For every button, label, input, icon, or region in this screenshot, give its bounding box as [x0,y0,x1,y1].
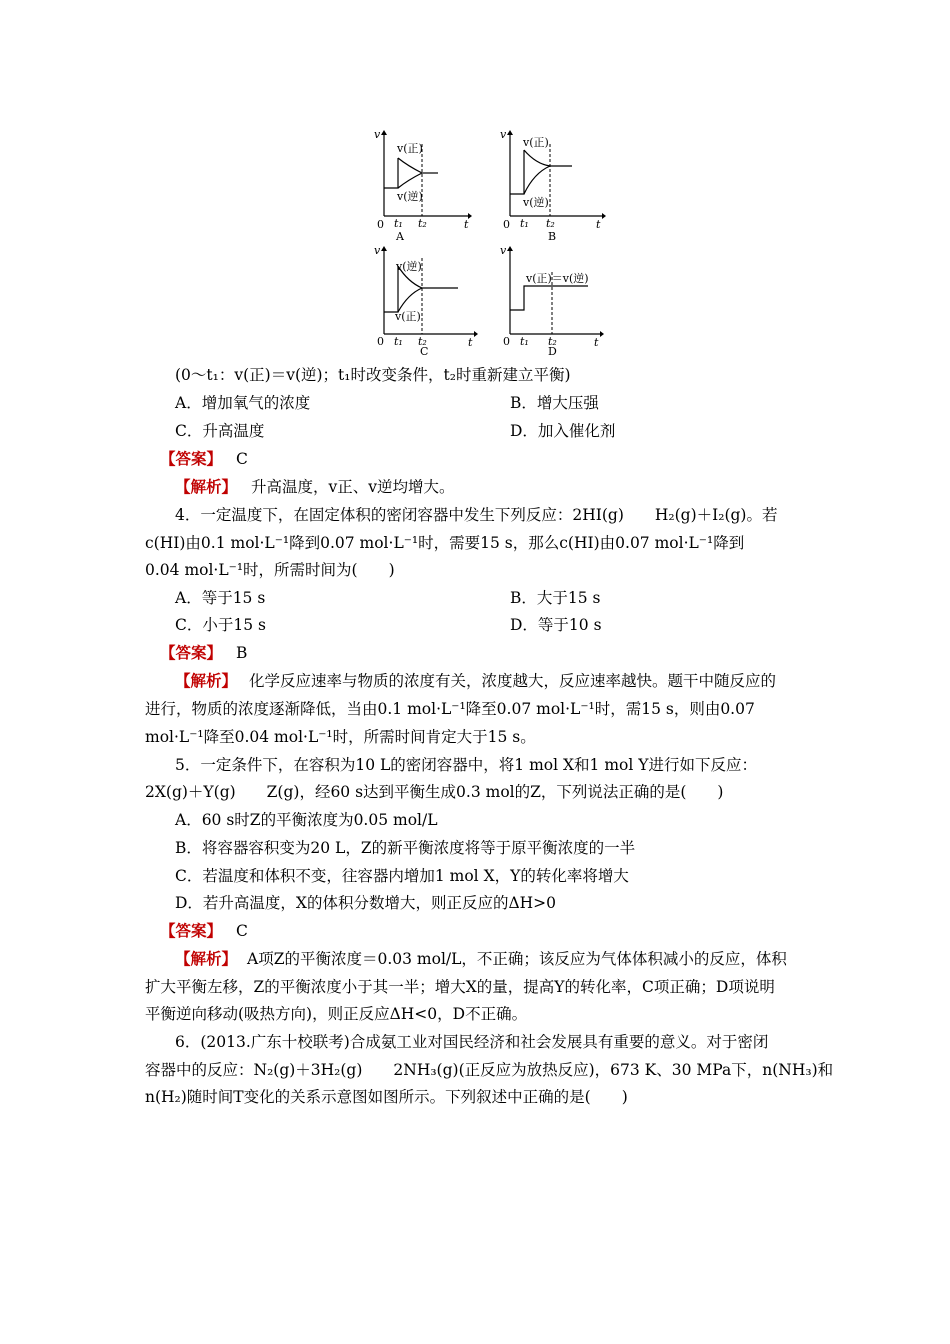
q6-stem-line1: 6．(2013.广东十校联考)合成氨工业对国民经济和社会发展具有重要的意义。对于密闭 [175,1033,769,1051]
q3-analysis [175,476,455,498]
q4-analysis-line1 [175,670,776,692]
q5-option-a: A．60 s时Z的平衡浓度为0.05 mol/L [175,811,438,829]
graph-origin: 0 [503,335,510,348]
q3-answer [160,448,248,470]
answer-value: C [236,922,248,940]
graph-d [498,244,608,359]
graph-t1: t₁ [394,335,403,348]
q5-option-d: D．若升高温度，X的体积分数增大，则正反应的ΔH>0 [175,894,557,912]
graph-v-axis: v [374,128,381,141]
graph-bottom-label: v(逆) [523,196,549,209]
q3-option-c: C．升高温度 [175,422,265,440]
analysis-text: 升高温度，v正、v逆均增大。 [251,478,455,496]
analysis-tag: 【解析】 [175,950,238,968]
q5-analysis-line2: 扩大平衡左移，Z的平衡浓度小于其一半；增大X的量，提高Y的转化率，C项正确；D项说明 [145,978,775,996]
graph-t2: t₂ [546,217,555,230]
answer-tag: 【答案】 [160,922,223,940]
graph-top-label: v(正) [397,142,423,155]
graph-t2: t₂ [418,335,427,348]
q4-stem-line2: c(HI)由0.1 mol·L⁻¹降到0.07 mol·L⁻¹时，需要15 s，那么c(HI)由0.07 mol·L⁻¹降到 [145,534,745,552]
graph-t-axis: t [596,218,601,231]
graph-top-label: v(正)＝v(逆) [526,272,589,285]
graph-v-axis: v [500,128,507,141]
graph-t-axis: t [464,218,469,231]
q4-option-a: A．等于15 s [175,589,266,607]
graph-t-axis: t [594,336,599,349]
q5-answer [160,920,248,942]
graph-t-axis: t [468,336,473,349]
graph-letter: D [548,345,557,358]
analysis-tag: 【解析】 [175,478,238,496]
graph-t1: t₁ [520,335,529,348]
q5-option-c: C．若温度和体积不变，往容器内增加1 mol X，Y的转化率将增大 [175,867,629,885]
graph-c [372,244,482,359]
answer-tag: 【答案】 [160,450,223,468]
graph-bottom-label: v(正) [395,310,421,323]
q6-stem-line3: n(H₂)随时间T变化的关系示意图如图所示。下列叙述中正确的是( ) [145,1088,628,1106]
q3-option-b: B．增大压强 [510,394,599,412]
graph-v-axis: v [374,244,381,257]
analysis-tag: 【解析】 [175,672,238,690]
graph-t2: t₂ [548,335,557,348]
graph-b [498,128,608,243]
q6-stem-line2: 容器中的反应：N₂(g)＋3H₂(g) 2NH₃(g)(正反应为放热反应)，673 K、30 MPa下，n(NH₃)和 [145,1061,834,1079]
q5-analysis-line1 [175,948,787,970]
answer-tag: 【答案】 [160,644,223,662]
q5-stem-line1: 5．一定条件下，在容积为10 L的密闭容器中，将1 mol X和1 mol Y进行如下反应： [175,756,757,774]
q5-analysis-line3: 平衡逆向移动(吸热方向)，则正反应ΔH<0，D不正确。 [145,1005,528,1023]
q4-answer [160,642,247,664]
q4-option-b: B．大于15 s [510,589,601,607]
q5-option-b: B．将容器容积变为20 L，Z的新平衡浓度将等于原平衡浓度的一半 [175,839,636,857]
q4-option-d: D．等于10 s [510,616,602,634]
graph-letter: C [420,345,429,358]
q3-condition: (0～t₁：v(正)＝v(逆)；t₁时改变条件，t₂时重新建立平衡) [175,366,571,384]
q4-analysis-line3: mol·L⁻¹降至0.04 mol·L⁻¹时，所需时间肯定大于15 s。 [145,728,536,746]
graph-letter: A [396,230,404,243]
graph-origin: 0 [377,218,384,231]
graph-top-label: v(正) [523,136,549,149]
q4-stem-line3: 0.04 mol·L⁻¹时，所需时间为( ) [145,561,395,579]
q4-option-c: C．小于15 s [175,616,266,634]
analysis-text: A项Z的平衡浓度＝0.03 mol/L，不正确；该反应为气体体积减小的反应，体积 [247,950,787,968]
answer-value: C [236,450,248,468]
q4-analysis-line2: 进行，物质的浓度逐渐降低，当由0.1 mol·L⁻¹降至0.07 mol·L⁻¹时，需15 s，则由0.07 [145,700,755,718]
graph-top-label: v(逆) [396,260,422,273]
answer-value: B [236,644,248,662]
graph-t1: t₁ [520,217,529,230]
q5-stem-line2: 2X(g)＋Y(g) Z(g)，经60 s达到平衡生成0.3 mol的Z，下列说法正确的是( ) [145,783,724,801]
q4-stem-line1: 4．一定温度下，在固定体积的密闭容器中发生下列反应：2HI(g) H₂(g)＋I₂(g)。若 [175,506,778,524]
graph-t2: t₂ [418,217,427,230]
q3-option-d: D．加入催化剂 [510,422,616,440]
graph-bottom-label: v(逆) [397,190,423,203]
graph-origin: 0 [503,218,510,231]
graph-origin: 0 [377,335,384,348]
q3-option-a: A．增加氧气的浓度 [175,394,311,412]
graph-letter: B [548,230,557,243]
graph-t1: t₁ [394,217,403,230]
graph-v-axis: v [500,244,507,257]
graph-a [372,128,472,243]
analysis-text: 化学反应速率与物质的浓度有关，浓度越大，反应速率越快。题干中随反应的 [249,672,777,690]
